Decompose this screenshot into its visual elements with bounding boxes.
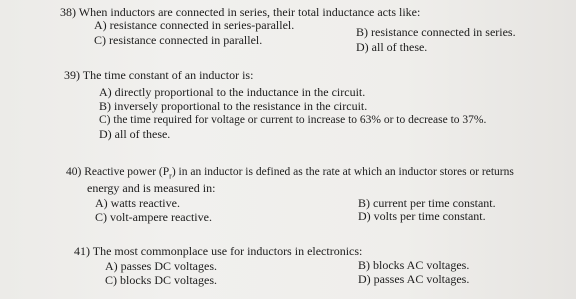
question-41-option-b: B) blocks AC voltages.	[358, 258, 470, 272]
question-39-stem: 39) The time constant of an inductor is:	[64, 68, 254, 82]
question-41-stem: 41) The most commonplace use for inductors in electronics:	[74, 244, 363, 258]
question-39-option-a: A) directly proportional to the inductance in the circuit.	[99, 85, 366, 99]
question-40-option-a: A) watts reactive.	[95, 196, 180, 210]
question-38-option-a: A) resistance connected in series-parallel.	[94, 18, 295, 32]
question-39-option-d: D) all of these.	[99, 127, 171, 141]
question-40-option-b: B) current per time constant.	[358, 196, 496, 210]
question-38-option-d: D) all of these.	[356, 40, 428, 54]
subscript-r: r	[169, 171, 172, 181]
question-38-option-c: C) resistance connected in parallel.	[94, 33, 263, 47]
question-38-option-b: B) resistance connected in series.	[356, 25, 516, 39]
question-38-stem: 38) When inductors are connected in series, their total inductance acts like:	[60, 5, 421, 19]
question-40-stem-line1: 40) Reactive power $(P_r)$ in an inductor is defined as the rate at which an inductor stores or returns	[66, 166, 514, 181]
question-41-option-a: A) passes DC voltages.	[105, 259, 217, 273]
question-39-option-b: B) inversely proportional to the resistance in the circuit.	[99, 99, 368, 113]
question-40-option-c: C) volt-ampere reactive.	[95, 210, 212, 224]
question-40-option-d: D) volts per time constant.	[358, 209, 486, 223]
question-40-stem-line2: energy and is measured in:	[87, 181, 216, 195]
question-39-option-c: C) the time required for voltage or current to increase to 63% or to decrease to 37%.	[99, 114, 487, 126]
question-41-option-d: D) passes AC voltages.	[358, 272, 470, 286]
question-41-option-c: C) blocks DC voltages.	[105, 273, 217, 287]
